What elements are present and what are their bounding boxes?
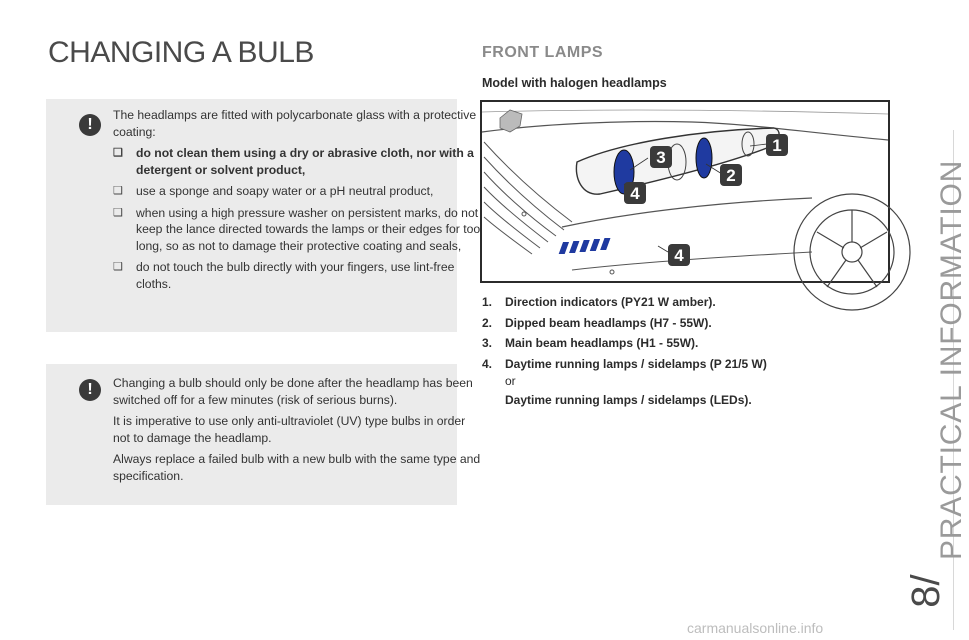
callout-4 xyxy=(624,182,646,204)
list-item: ❑ do not clean them using a dry or abrasive cloth, nor with a detergent or solvent product, xyxy=(113,146,474,177)
callout-1 xyxy=(766,134,788,156)
checkbox-bullet-icon: ❑ xyxy=(113,185,123,197)
warning-box-polycarbonate xyxy=(46,99,481,332)
headlamp-housing xyxy=(576,128,782,194)
brand-logo xyxy=(500,110,522,132)
warning-paragraph: Always replace a failed bulb with a new bulb with the same type and specification. xyxy=(113,452,481,483)
warning-bullet-list xyxy=(113,145,483,292)
page-title: CHANGING A BULB xyxy=(48,36,314,69)
warning-text xyxy=(113,107,483,297)
warning-paragraph: It is imperative to use only anti-ultraviolet (UV) type bulbs in order not to damage the headlamp. xyxy=(113,414,466,445)
svg-text:4: 4 xyxy=(630,184,640,203)
legend-item: 1. Direction indicators (PY21 W amber). xyxy=(482,295,716,309)
section-title: FRONT LAMPS xyxy=(482,44,604,61)
list-item: ❑ when using a high pressure washer on persistent marks, do not keep the lance directed towards the lamps or their edges for too long, so as not to damage their protective coating and seals, xyxy=(113,205,481,253)
checkbox-bullet-icon: ❑ xyxy=(113,206,123,219)
list-item: ❑ use a sponge and soapy water or a pH neutral product, xyxy=(113,184,434,198)
chapter-label: PRACTICAL INFORMATION xyxy=(935,159,968,560)
exclamation-icon: ! xyxy=(79,379,101,401)
svg-text:4: 4 xyxy=(674,246,684,265)
section-subtitle: Model with halogen headlamps xyxy=(482,76,667,90)
checkbox-bullet-icon: ❑ xyxy=(113,261,123,273)
callout-3 xyxy=(650,146,672,168)
warning-intro: The headlamps are fitted with polycarbonate glass with a protective coating: xyxy=(113,108,477,139)
exclamation-icon: ! xyxy=(79,114,101,136)
legend-item: 2. Dipped beam headlamps (H7 - 55W). xyxy=(482,315,712,330)
watermark: carmanualsonline.info xyxy=(687,620,824,636)
svg-text:3: 3 xyxy=(656,148,666,167)
lamp-legend xyxy=(482,295,812,413)
car-front-drawing xyxy=(482,102,888,281)
legend-alt: Daytime running lamps / sidelamps (LEDs). xyxy=(505,392,752,407)
callout-2 xyxy=(720,164,742,186)
list-item: ❑ do not touch the bulb directly with your fingers, use lint-free cloths. xyxy=(113,260,455,291)
legend-item: 4. Daytime running lamps / sidelamps (P 21/5 W) or Daytime running lamps / sidelamps (LEDs). xyxy=(482,357,812,408)
checkbox-bullet-icon: ❑ xyxy=(113,147,123,159)
warning-text xyxy=(113,375,483,489)
warning-paragraph: Changing a bulb should only be done after the headlamp has been switched off for a few minutes (risk of serious burns). xyxy=(113,376,473,407)
dipped-beam-lamp xyxy=(696,138,712,178)
svg-text:2: 2 xyxy=(726,166,736,185)
warning-box-bulb-safety xyxy=(46,364,481,505)
legend-or: or xyxy=(505,373,516,388)
legend-item: 3. Main beam headlamps (H1 - 55W). xyxy=(482,336,699,350)
svg-text:1: 1 xyxy=(772,136,782,155)
callout-4-lower xyxy=(668,244,690,266)
grille xyxy=(484,142,572,254)
headlamp-illustration xyxy=(480,100,890,283)
chapter-number: 8/ xyxy=(904,574,948,608)
daytime-running-leds xyxy=(559,238,611,254)
